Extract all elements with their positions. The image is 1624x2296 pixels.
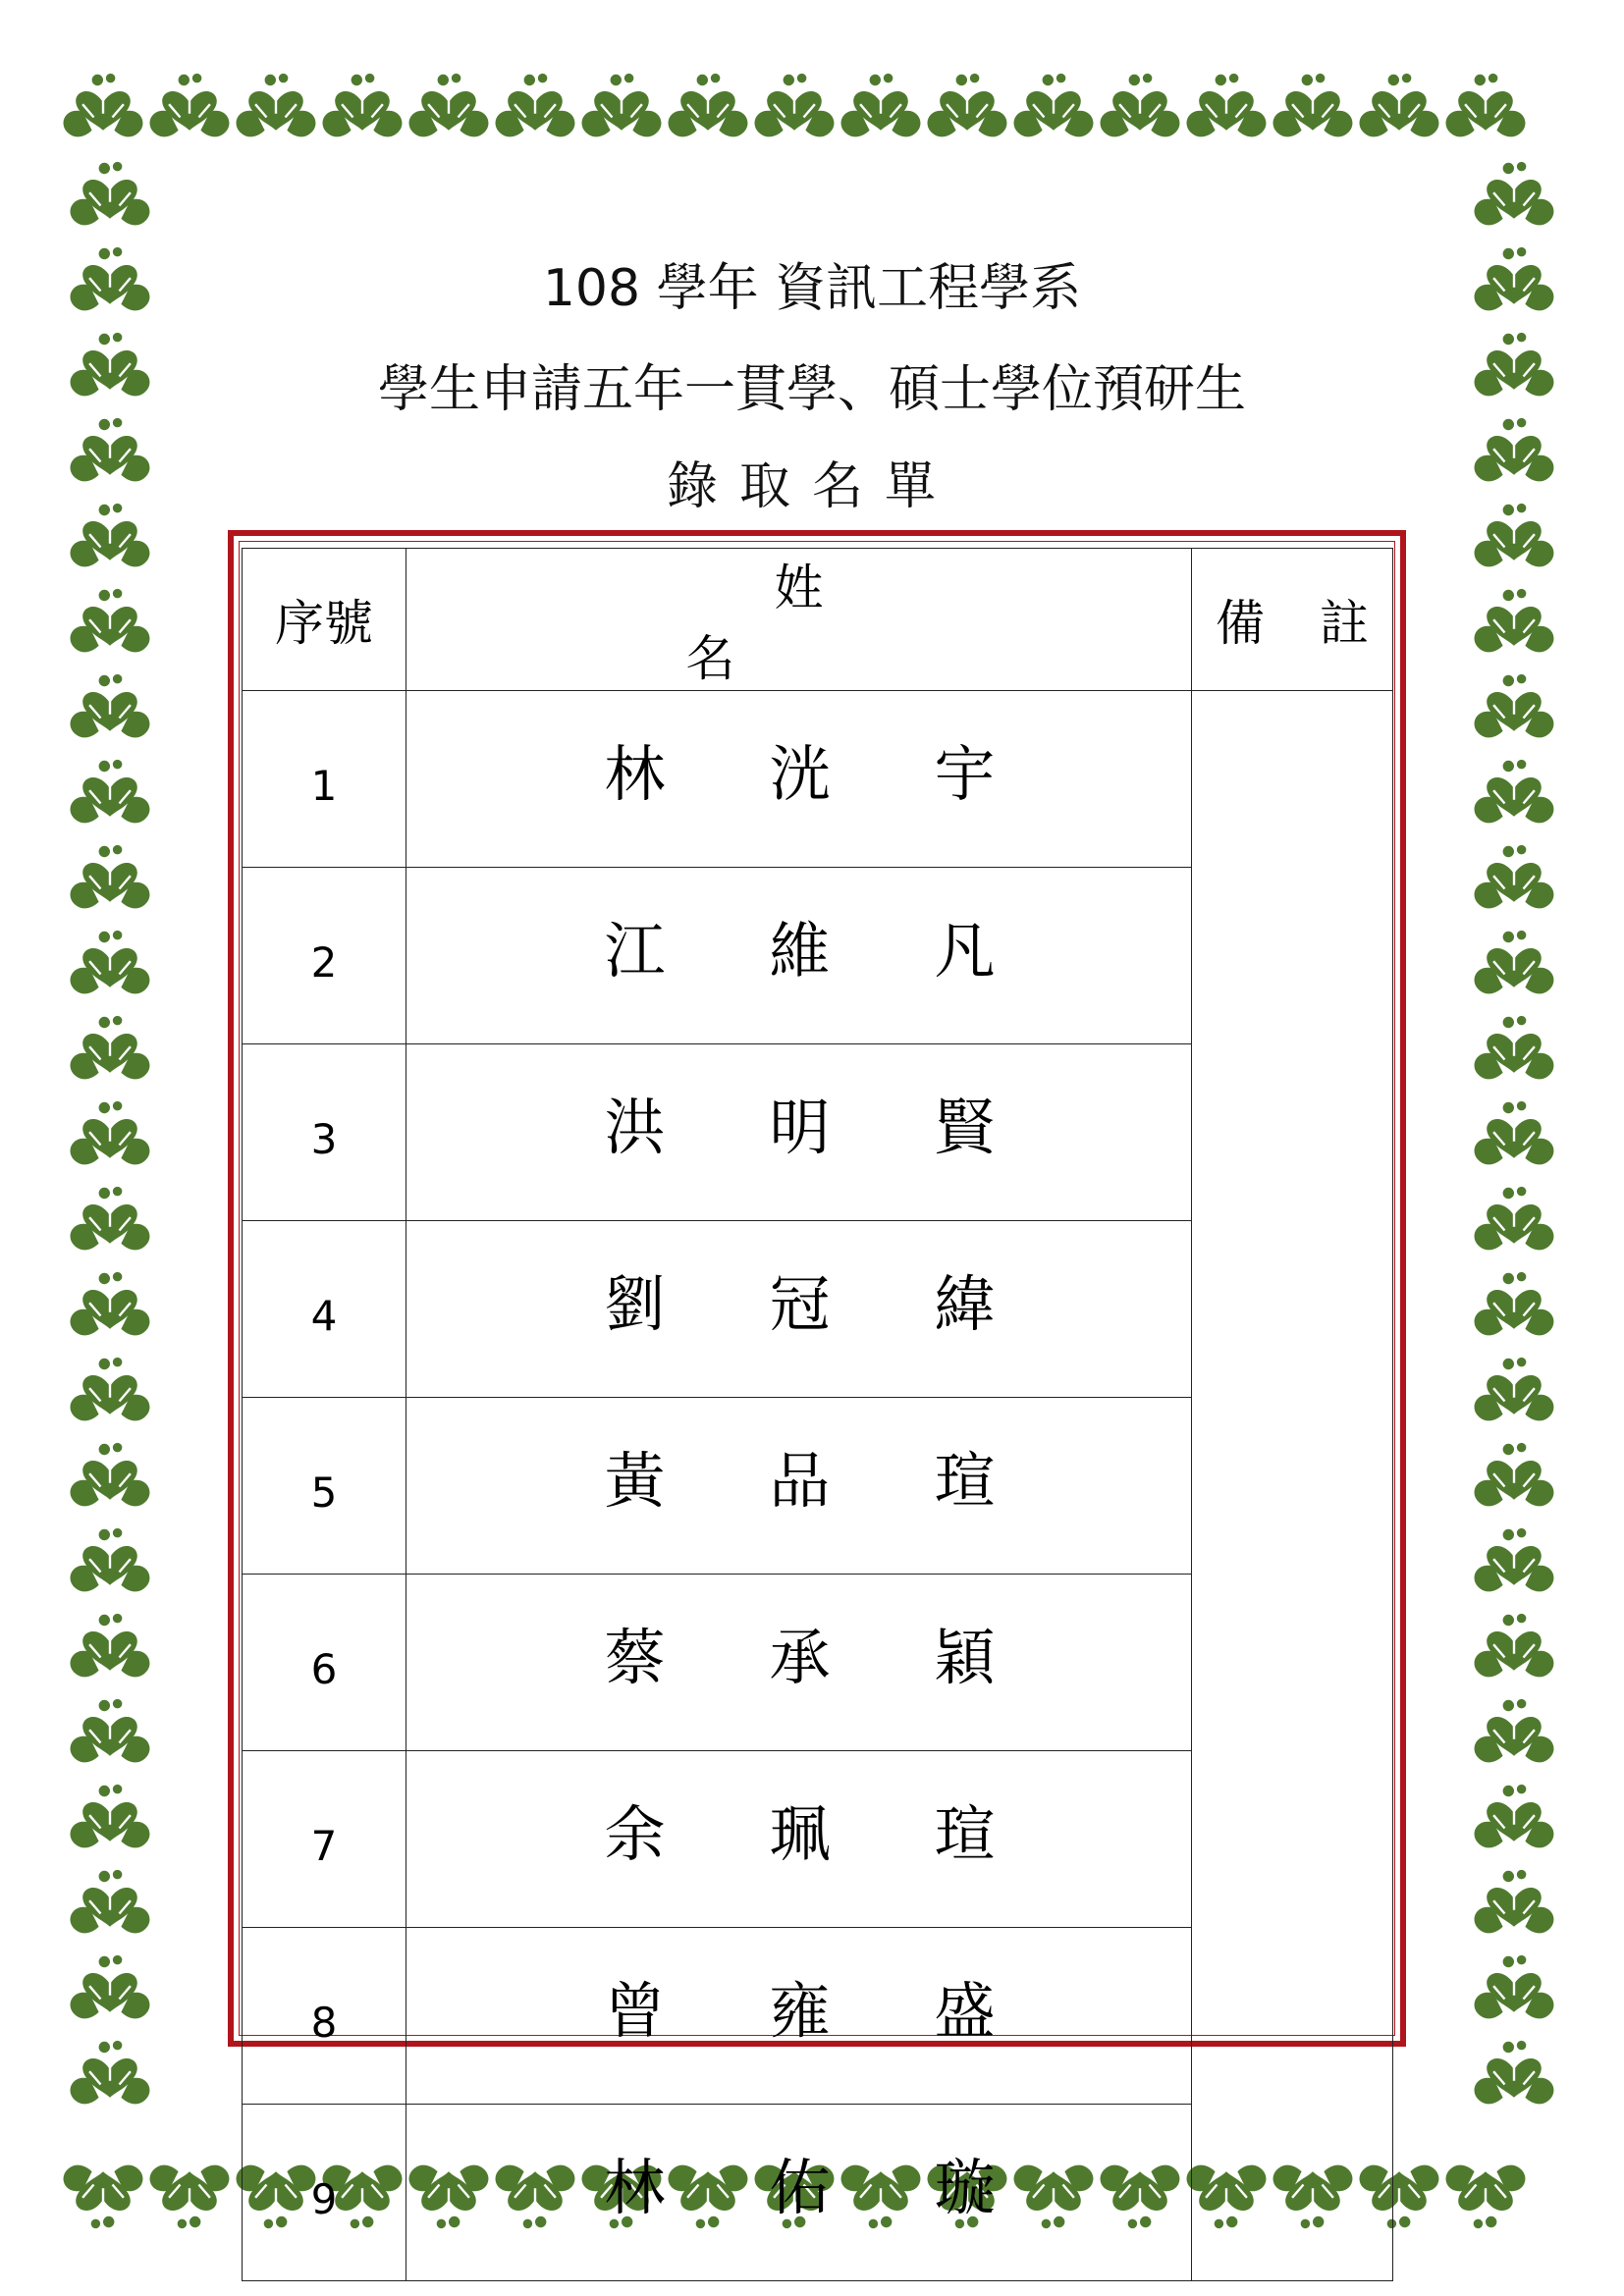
name-character: 瑄 xyxy=(934,1445,996,1517)
name-character: 冠 xyxy=(769,1268,831,1340)
ivy-leaf-icon xyxy=(71,931,150,994)
roster-frame xyxy=(228,530,1406,2223)
name-character: 明 xyxy=(769,1092,831,1163)
border-top xyxy=(64,74,1526,137)
ivy-leaf-icon xyxy=(71,1699,150,1763)
ivy-leaf-icon xyxy=(71,760,150,824)
ivy-leaf-icon xyxy=(1187,74,1267,137)
ivy-leaf-icon xyxy=(1446,2165,1526,2229)
row-number: 3 xyxy=(243,1044,406,1221)
name-character: 林 xyxy=(604,738,666,810)
ivy-leaf-icon xyxy=(841,74,921,137)
student-name xyxy=(406,1928,1192,2105)
ivy-leaf-icon xyxy=(1475,1272,1554,1336)
name-character: 洸 xyxy=(769,738,831,810)
row-number: 7 xyxy=(243,1751,406,1928)
ivy-leaf-icon xyxy=(1014,74,1094,137)
ivy-leaf-icon xyxy=(1446,74,1526,137)
name-character: 承 xyxy=(769,1622,831,1693)
student-name xyxy=(406,1575,1192,1751)
ivy-leaf-icon xyxy=(496,74,575,137)
remark-cell xyxy=(1192,691,1393,2281)
ivy-leaf-icon xyxy=(1475,845,1554,909)
ivy-leaf-icon xyxy=(71,674,150,738)
row-number: 8 xyxy=(243,1928,406,2105)
ivy-leaf-icon xyxy=(71,589,150,653)
ivy-leaf-icon xyxy=(669,74,748,137)
ivy-leaf-icon xyxy=(64,2165,143,2229)
ivy-leaf-icon xyxy=(71,1785,150,1848)
ivy-leaf-icon xyxy=(409,74,489,137)
table-body xyxy=(243,691,1393,2281)
name-character: 賢 xyxy=(934,1092,996,1163)
name-character: 佑 xyxy=(769,2152,831,2223)
ivy-leaf-icon xyxy=(64,74,143,137)
student-name xyxy=(406,2105,1192,2281)
ivy-leaf-icon xyxy=(1101,74,1180,137)
ivy-leaf-icon xyxy=(1475,931,1554,994)
name-character: 劉 xyxy=(604,1268,666,1340)
name-character: 江 xyxy=(604,915,666,987)
ivy-leaf-icon xyxy=(1475,1101,1554,1165)
ivy-leaf-icon xyxy=(1475,1528,1554,1592)
name-character: 曾 xyxy=(604,1975,666,2047)
student-name xyxy=(406,1398,1192,1575)
student-name xyxy=(406,868,1192,1044)
ivy-leaf-icon xyxy=(71,1955,150,2019)
ivy-leaf-icon xyxy=(71,1870,150,1934)
ivy-leaf-icon xyxy=(1475,1016,1554,1080)
ivy-leaf-icon xyxy=(150,2165,230,2229)
name-character: 盛 xyxy=(934,1975,996,2047)
ivy-leaf-icon xyxy=(237,74,316,137)
student-name xyxy=(406,691,1192,868)
row-number: 1 xyxy=(243,691,406,868)
name-character: 璇 xyxy=(934,2152,996,2223)
ivy-leaf-icon xyxy=(71,845,150,909)
ivy-leaf-icon xyxy=(150,74,230,137)
name-character: 維 xyxy=(769,915,831,987)
ivy-leaf-icon xyxy=(1475,162,1554,226)
header-number: 序號 xyxy=(243,549,406,691)
header-remark: 備 註 xyxy=(1192,549,1393,691)
ivy-leaf-icon xyxy=(71,1016,150,1080)
name-character: 品 xyxy=(769,1445,831,1517)
ivy-leaf-icon xyxy=(1475,589,1554,653)
border-right xyxy=(1475,162,1554,2105)
ivy-leaf-icon xyxy=(71,1528,150,1592)
ivy-leaf-icon xyxy=(1475,1614,1554,1678)
title-admission-list: 錄取名單 xyxy=(666,457,957,516)
row-number: 2 xyxy=(243,868,406,1044)
name-character: 雍 xyxy=(769,1975,831,2047)
table-row xyxy=(243,691,1393,868)
ivy-leaf-icon xyxy=(71,1614,150,1678)
name-character: 凡 xyxy=(934,915,996,987)
ivy-leaf-icon xyxy=(1475,1187,1554,1251)
title-program: 學生申請五年一貫學、碩士學位預研生 xyxy=(377,360,1246,419)
ivy-leaf-icon xyxy=(1273,74,1353,137)
ivy-leaf-icon xyxy=(1475,760,1554,824)
name-character: 瑄 xyxy=(934,1798,996,1870)
student-name xyxy=(406,1751,1192,1928)
table-header-row xyxy=(243,549,1393,691)
ivy-leaf-icon xyxy=(1475,674,1554,738)
header-name: 姓 名 xyxy=(406,549,1192,691)
name-character: 蔡 xyxy=(604,1622,666,1693)
name-character: 余 xyxy=(604,1798,666,1870)
ivy-leaf-icon xyxy=(71,1187,150,1251)
border-left xyxy=(71,162,150,2105)
student-name xyxy=(406,1221,1192,1398)
ivy-leaf-icon xyxy=(71,1443,150,1507)
ivy-leaf-icon xyxy=(582,74,662,137)
ivy-leaf-icon xyxy=(1360,74,1439,137)
ivy-leaf-icon xyxy=(1475,1785,1554,1848)
ivy-leaf-icon xyxy=(1475,1358,1554,1421)
ivy-leaf-icon xyxy=(71,162,150,226)
ivy-leaf-icon xyxy=(71,1272,150,1336)
ivy-leaf-icon xyxy=(1475,2041,1554,2105)
name-character: 珮 xyxy=(769,1798,831,1870)
ivy-leaf-icon xyxy=(323,74,403,137)
row-number: 4 xyxy=(243,1221,406,1398)
student-name xyxy=(406,1044,1192,1221)
row-number: 6 xyxy=(243,1575,406,1751)
ivy-leaf-icon xyxy=(1475,1699,1554,1763)
title-year-department: 108 學年 資訊工程學系 xyxy=(542,259,1082,318)
admission-table xyxy=(242,548,1393,2281)
name-character: 洪 xyxy=(604,1092,666,1163)
row-number: 9 xyxy=(243,2105,406,2281)
ivy-leaf-icon xyxy=(928,74,1007,137)
ivy-leaf-icon xyxy=(755,74,835,137)
ivy-leaf-icon xyxy=(1475,1955,1554,2019)
ivy-leaf-icon xyxy=(71,2041,150,2105)
name-character: 穎 xyxy=(934,1622,996,1693)
name-character: 宇 xyxy=(934,738,996,810)
ivy-leaf-icon xyxy=(71,1101,150,1165)
ivy-leaf-icon xyxy=(71,1358,150,1421)
name-character: 緯 xyxy=(934,1268,996,1340)
name-character: 林 xyxy=(604,2152,666,2223)
row-number: 5 xyxy=(243,1398,406,1575)
ivy-leaf-icon xyxy=(1475,1870,1554,1934)
name-character: 黃 xyxy=(604,1445,666,1517)
ivy-leaf-icon xyxy=(1475,1443,1554,1507)
